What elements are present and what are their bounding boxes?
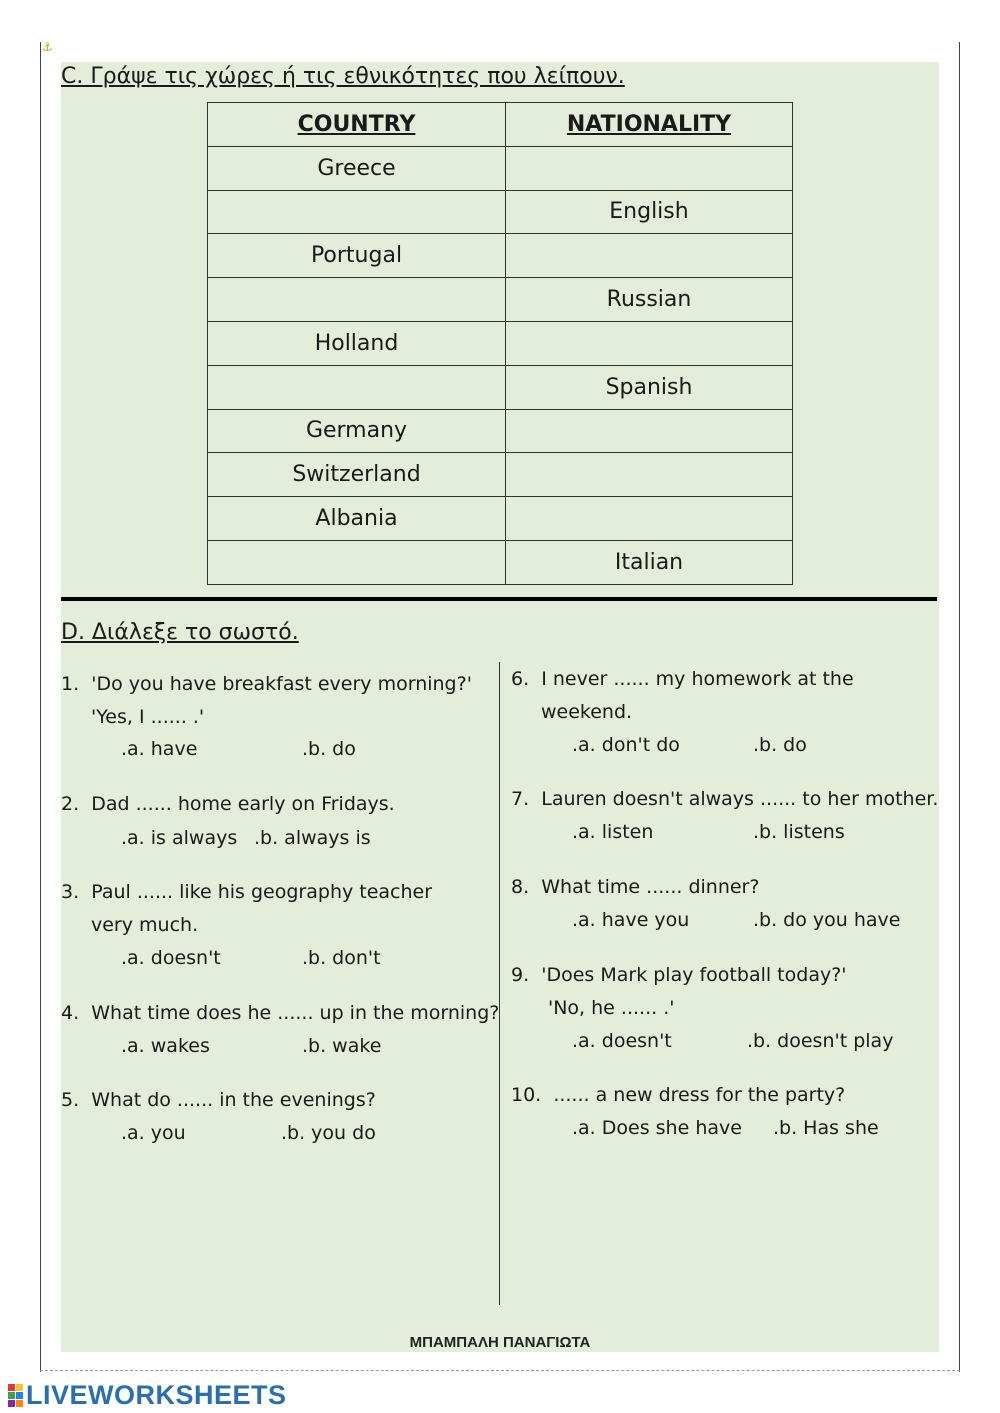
question-text: Dad ...... home early on Fridays. [91,793,395,815]
logo-blocks-icon [8,1384,23,1407]
table-row [208,146,793,190]
option-a[interactable]: .a. you [121,1122,186,1144]
question-3 [61,876,432,942]
option-a[interactable]: .a. have [121,738,198,760]
anchor-icon: ⚓ [42,40,53,54]
question-text: What time does he ...... up in the morning? [91,1002,500,1024]
question-number: 9. [511,964,530,986]
question-7 [511,783,938,816]
page-bottom-border [40,1370,960,1371]
question-number: 4. [61,1002,80,1024]
option-a[interactable]: .a. wakes [121,1035,210,1057]
question-4 [61,997,499,1030]
table-row [208,453,793,497]
nationality-header: NATIONALITY [506,103,793,147]
option-b[interactable]: .b. don't [302,947,381,969]
question-10 [511,1079,845,1112]
question-9 [511,959,847,1025]
nationality-cell[interactable] [506,409,793,453]
country-cell[interactable] [208,278,506,322]
option-b[interactable]: .b. always is [254,827,371,849]
nationality-cell[interactable] [506,321,793,365]
question-number: 2. [61,793,80,815]
question-number: 8. [511,876,530,898]
table-row [208,234,793,278]
question-number: 1. [61,673,80,695]
logo-block [8,1384,15,1391]
nationality-cell[interactable] [506,234,793,278]
question-8 [511,871,759,904]
option-a[interactable]: .a. doesn't [121,947,221,969]
question-text-cont: weekend. [541,701,633,723]
option-a[interactable]: .a. have you [572,909,690,931]
table-header-row [208,103,793,147]
nationality-cell[interactable] [506,146,793,190]
option-a[interactable]: .a. listen [572,821,654,843]
question-text: Lauren doesn't always ...... to her mother. [541,788,939,810]
question-text-cont: very much. [91,914,199,936]
question-text-cont: 'No, he ...... .' [548,997,675,1019]
country-cell[interactable] [208,190,506,234]
nationality-cell[interactable]: English [506,190,793,234]
option-a[interactable]: .a. Does she have [572,1117,742,1139]
question-number: 3. [61,881,80,903]
question-6 [511,663,854,729]
table-row [208,278,793,322]
section-divider [61,597,937,601]
option-a[interactable]: .a. don't do [572,734,680,756]
country-cell[interactable]: Portugal [208,234,506,278]
country-cell[interactable]: Holland [208,321,506,365]
section-c-title: C. Γράψε τις χώρες ή τις εθνικότητες που λείπουν. [61,64,625,89]
question-5 [61,1084,376,1117]
nationality-cell[interactable]: Russian [506,278,793,322]
nationality-cell[interactable] [506,497,793,541]
question-1 [61,668,472,734]
nationality-cell[interactable]: Spanish [506,365,793,409]
option-b[interactable]: .b. do [302,738,356,760]
table-row [208,540,793,584]
country-cell[interactable]: Albania [208,497,506,541]
question-text: Paul ...... like his geography teacher [91,881,433,903]
logo-block [8,1392,15,1399]
option-b[interactable]: .b. doesn't play [747,1030,894,1052]
option-a[interactable]: .a. is always [121,827,238,849]
column-divider [499,662,500,1305]
question-number: 7. [511,788,530,810]
table-row [208,190,793,234]
logo-block [8,1400,15,1407]
section-d-title: D. Διάλεξε το σωστό. [61,620,299,645]
question-2 [61,788,395,821]
question-text: What time ...... dinner? [541,876,760,898]
question-number: 10. [511,1084,542,1106]
option-b[interactable]: .b. do you have [753,909,901,931]
question-text: 'Does Mark play football today?' [541,964,847,986]
option-b[interactable]: .b. listens [753,821,845,843]
country-cell[interactable] [208,365,506,409]
country-cell[interactable]: Greece [208,146,506,190]
question-text: What do ...... in the evenings? [91,1089,376,1111]
country-cell[interactable]: Germany [208,409,506,453]
table-row [208,409,793,453]
question-number: 5. [61,1089,80,1111]
question-text: 'Do you have breakfast every morning?' [91,673,472,695]
question-text-cont: 'Yes, I ...... .' [91,706,205,728]
logo-block [16,1384,23,1391]
nationality-cell[interactable] [506,453,793,497]
option-b[interactable]: .b. wake [302,1035,382,1057]
liveworksheets-logo[interactable] [8,1381,287,1409]
option-b[interactable]: .b. you do [281,1122,376,1144]
table-row [208,497,793,541]
country-nationality-table [207,102,793,585]
country-cell[interactable] [208,540,506,584]
question-number: 6. [511,668,530,690]
table-row [208,365,793,409]
question-text: I never ...... my homework at the [541,668,854,690]
option-a[interactable]: .a. doesn't [572,1030,672,1052]
author-name: ΜΠΑΜΠΑΛΗ ΠΑΝΑΓΙΩΤΑ [409,1334,591,1351]
country-cell[interactable]: Switzerland [208,453,506,497]
option-b[interactable]: .b. Has she [773,1117,879,1139]
country-header: COUNTRY [208,103,506,147]
nationality-cell[interactable]: Italian [506,540,793,584]
brand-name: LIVEWORKSHEETS [26,1379,287,1410]
question-text: ...... a new dress for the party? [553,1084,846,1106]
table-row [208,321,793,365]
logo-block [16,1400,23,1407]
option-b[interactable]: .b. do [753,734,807,756]
logo-block [16,1392,23,1399]
